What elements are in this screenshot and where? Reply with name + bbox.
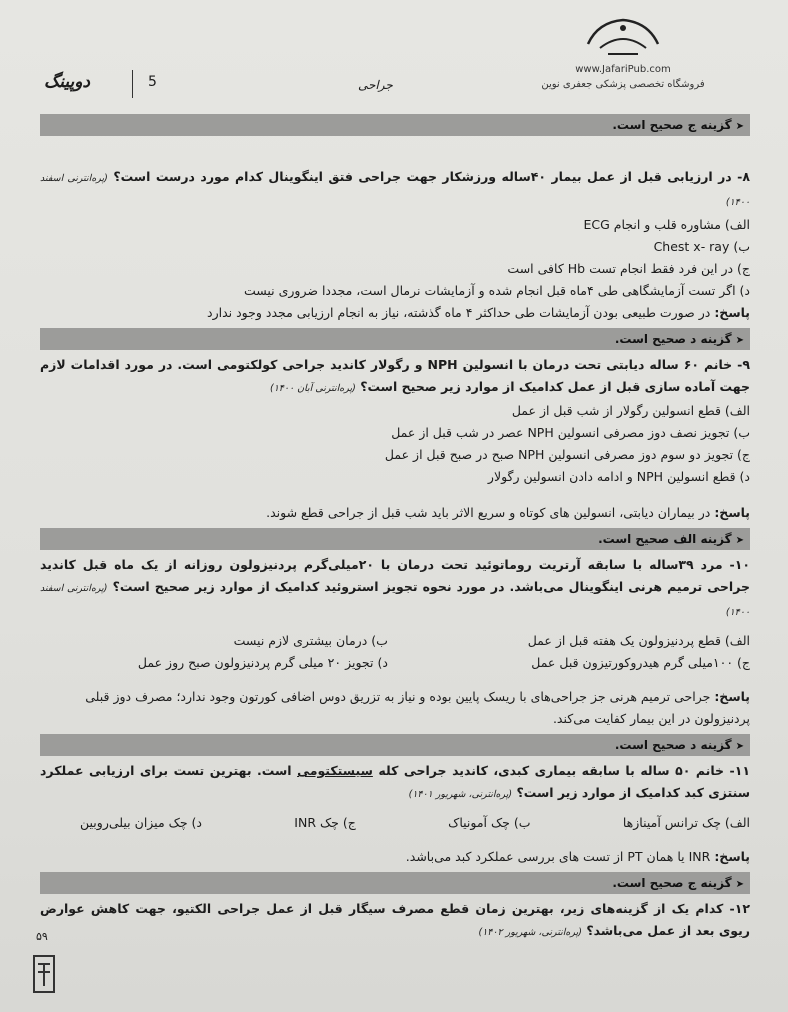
question-source: (پره‌انترنی اسفند ۱۴۰۰)	[40, 173, 750, 208]
option: الف) قطع انسولین رگولار از شب قبل از عمل	[511, 403, 750, 418]
page-number: 5	[148, 74, 157, 90]
corner-number: ۵۹	[36, 930, 48, 943]
question-9: ۹- خانم ۶۰ ساله دیابتی تحت درمان با انسولین NPH و رگولار کاندید جراحی کولکتومی است. در مورد اقدامات لازم جهت آماده سازی قبل از عمل کدامیک از موارد زیر صحیح است؟ (پره‌انترنی آبان ۱۴۰۰)	[40, 357, 750, 394]
option: د) تجویز ۲۰ میلی گرم پردنیزولون صبح روز عمل	[137, 655, 388, 670]
option: الف) قطع پردنیزولون یک هفته قبل از عمل	[527, 633, 750, 648]
options-row	[40, 812, 750, 834]
option: ج) تجویز دو سوم دوز مصرفی انسولین NPH صبح در صبح قبل از عمل	[384, 447, 750, 462]
answer-bar: ➤گزینه ج صحیح است.	[40, 114, 750, 136]
publisher-logo-icon	[578, 14, 668, 62]
answer-bar: ➤گزینه الف صحیح است.	[40, 528, 750, 550]
option: الف) مشاوره قلب و انجام ECG	[583, 217, 750, 232]
option: د) اگر تست آزمایشگاهی طی ۴ماه قبل انجام شده و آزمایشات نرمال است، مجددا ضروری نیست	[243, 283, 750, 298]
page-header	[28, 70, 758, 104]
option: ب) درمان بیشتری لازم نیست	[233, 633, 388, 648]
question-source: (پره‌انترنی، شهریور ۱۴۰۱)	[408, 789, 513, 800]
question-12: ۱۲- کدام یک از گزینه‌های زیر، بهترین زمان قطع مصرف سیگار قبل از عمل جراحی الکتیو، جهت کاهش عوارض ریوی بعد از عمل می‌باشد؟ (پره‌انترنی، شهریور ۱۴۰۲)	[40, 901, 750, 938]
subject-title: جراحی	[358, 78, 393, 92]
question-source: (پره‌انترنی اسفند ۱۴۰۰)	[40, 583, 750, 618]
option: د) قطع انسولین NPH و ادامه دادن انسولین رگولار	[487, 469, 750, 484]
arrow-icon: ➤	[735, 121, 744, 132]
question-8: ۸- در ارزیابی قبل از عمل بیمار ۴۰ساله ورزشکار جهت جراحی فتق اینگوینال کدام مورد درست است؟ (پره‌انترنی اسفند ۱۴۰۰)	[40, 169, 750, 208]
answer-bar: ➤گزینه د صحیح است.	[40, 328, 750, 350]
question-source: (پره‌انترنی، شهریور ۱۴۰۲)	[478, 927, 582, 938]
option: ج) چک INR	[294, 815, 356, 830]
option: الف) چک ترانس آمینازها	[622, 815, 750, 830]
answer-text: پاسخ: در صورت طبیعی بودن آزمایشات طی حداکثر ۴ ماه گذشته، نیاز به انجام ارزیابی مجدد وجود ندارد	[207, 305, 750, 320]
content-area	[40, 114, 750, 944]
answer-bar: ➤گزینه ج صحیح است.	[40, 872, 750, 894]
bookmark-icon	[30, 952, 58, 996]
options-row	[40, 630, 750, 652]
brand-name: دوپینگ	[44, 72, 90, 92]
question-10: ۱۰- مرد ۳۹ساله با سابقه آرتریت روماتوئید تحت درمان با ۲۰میلی‌گرم پردنیزولون روزانه از یک ماه قبل کاندید جراحی ترمیم هرنی اینگوینال می‌باشد. در مورد نحوه تجویز استروئید کدامیک از موارد زیر صحیح است؟ (پره‌انترنی اسفند ۱۴۰۰)	[40, 557, 750, 618]
answer-text: پاسخ: در بیماران دیابتی، انسولین های کوتاه و سریع الاثر باید شب قبل از جراحی قطع شوند.	[266, 505, 750, 520]
options-row	[40, 652, 750, 674]
answer-bar: ➤گزینه د صحیح است.	[40, 734, 750, 756]
arrow-icon: ➤	[735, 741, 744, 752]
store-name: فروشگاه تخصصی پزشکی جعفری نوین	[541, 79, 705, 90]
header-divider	[132, 70, 133, 98]
answer-text: پاسخ: INR یا همان PT از تست های بررسی عملکرد کبد می‌باشد.	[405, 849, 750, 864]
option: ج) ۱۰۰میلی گرم هیدروکورتیزون قبل عمل	[531, 655, 750, 670]
arrow-icon: ➤	[735, 535, 744, 546]
option: ب) Chest x- ray	[653, 239, 750, 254]
question-11: ۱۱- خانم ۵۰ ساله با سابقه بیماری کبدی، کاندید جراحی کله سیستکتومی است. بهترین تست برای ارزیابی عملکرد سنتزی کبد کدامیک از موارد زیر است؟ (پره‌انترنی، شهریور ۱۴۰۱)	[40, 763, 751, 800]
arrow-icon: ➤	[735, 335, 744, 346]
option: ج) در این فرد فقط انجام تست Hb کافی است	[507, 261, 750, 276]
option: ب) تجویز نصف دوز مصرفی انسولین NPH عصر در شب قبل از عمل	[391, 425, 750, 440]
option: ب) چک آمونیاک	[448, 815, 531, 830]
question-source: (پره‌انترنی آبان ۱۴۰۰)	[269, 383, 356, 394]
arrow-icon: ➤	[735, 879, 744, 890]
store-url: www.JafariPub.com	[575, 64, 671, 75]
answer-text: پاسخ: جراحی ترمیم هرنی جز جراحی‌های با ریسک پایین بوده و نیاز به تزریق دوس اضافی کورتون وجود ندارد؛ مصرف دوز قبلی پردنیزولون در این بیمار کفایت می‌کند.	[85, 689, 750, 726]
option: د) چک میزان بیلی‌روبین	[80, 815, 202, 830]
